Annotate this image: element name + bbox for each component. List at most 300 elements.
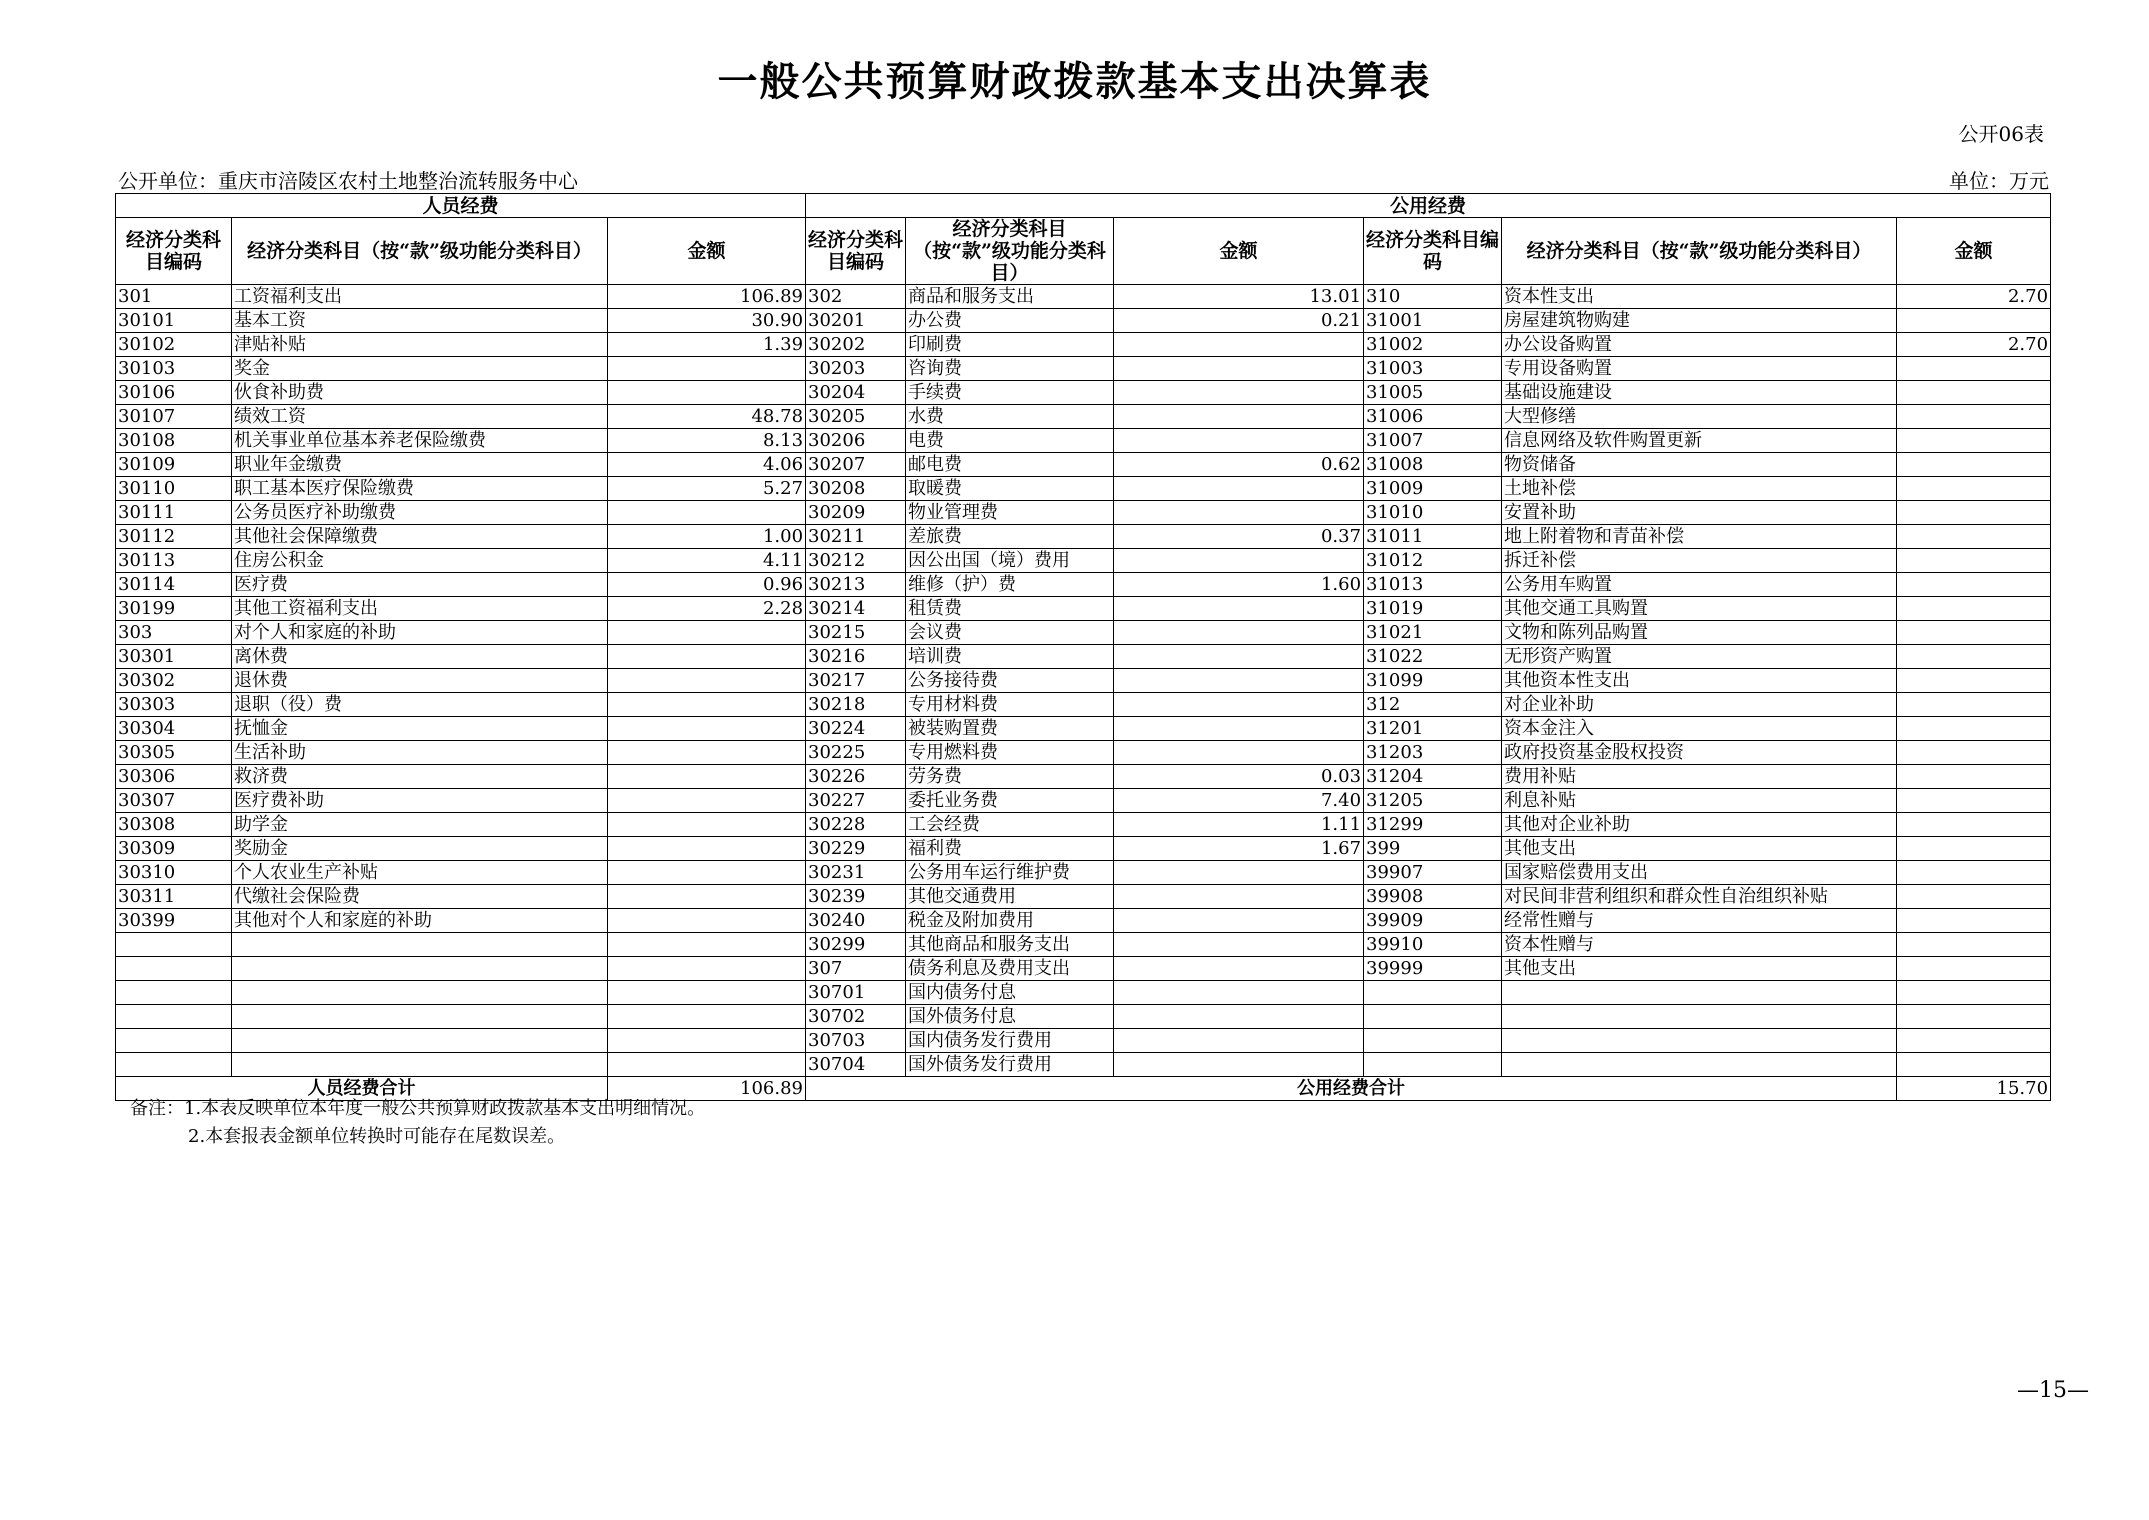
- public-item-cell: 其他商品和服务支出: [906, 933, 1114, 957]
- capital-item-cell: [1502, 981, 1897, 1005]
- public-code-cell: 30218: [806, 693, 906, 717]
- personnel-amount-cell: [608, 981, 806, 1005]
- table-row: [116, 285, 2051, 309]
- capital-item-cell: 对民间非营利组织和群众性自治组织补贴: [1502, 885, 1897, 909]
- table-row: [116, 957, 2051, 981]
- personnel-item-cell: 救济费: [232, 765, 608, 789]
- personnel-item-cell: 抚恤金: [232, 717, 608, 741]
- col-header-item: 经济分类科目（按“款”级功能分类科目）: [906, 218, 1114, 285]
- public-code-cell: 30239: [806, 885, 906, 909]
- capital-amount-cell: 2.70: [1897, 285, 2051, 309]
- note-1: 备注：1.本表反映单位本年度一般公共预算财政拨款基本支出明细情况。: [130, 1098, 706, 1119]
- capital-amount-cell: [1897, 309, 2051, 333]
- public-item-cell: 专用燃料费: [906, 741, 1114, 765]
- table-body: [116, 285, 2051, 1077]
- personnel-item-cell: 退休费: [232, 669, 608, 693]
- public-item-cell: 福利费: [906, 837, 1114, 861]
- capital-code-cell: 310: [1364, 285, 1502, 309]
- capital-amount-cell: [1897, 669, 2051, 693]
- public-item-cell: 国外债务付息: [906, 1005, 1114, 1029]
- capital-code-cell: 31013: [1364, 573, 1502, 597]
- personnel-item-cell: 基本工资: [232, 309, 608, 333]
- personnel-amount-cell: [608, 933, 806, 957]
- personnel-item-cell: 退职（役）费: [232, 693, 608, 717]
- capital-amount-cell: [1897, 357, 2051, 381]
- public-code-cell: 30240: [806, 909, 906, 933]
- personnel-item-cell: 代缴社会保险费: [232, 885, 608, 909]
- capital-item-cell: 资本性支出: [1502, 285, 1897, 309]
- personnel-item-cell: 医疗费补助: [232, 789, 608, 813]
- personnel-amount-cell: [608, 765, 806, 789]
- personnel-amount-cell: [608, 741, 806, 765]
- public-item-cell: 办公费: [906, 309, 1114, 333]
- capital-item-cell: 其他交通工具购置: [1502, 597, 1897, 621]
- personnel-item-cell: 机关事业单位基本养老保险缴费: [232, 429, 608, 453]
- expenditure-table: [115, 193, 2051, 1101]
- public-item-cell: 专用材料费: [906, 693, 1114, 717]
- table-row: [116, 429, 2051, 453]
- public-amount-cell: [1114, 357, 1364, 381]
- personnel-amount-cell: [608, 669, 806, 693]
- capital-code-cell: [1364, 1053, 1502, 1077]
- public-code-cell: 30204: [806, 381, 906, 405]
- table-row: [116, 381, 2051, 405]
- capital-code-cell: 31005: [1364, 381, 1502, 405]
- col-header-item: 经济分类科目（按“款”级功能分类科目）: [1502, 218, 1897, 285]
- personnel-code-cell: 30307: [116, 789, 232, 813]
- personnel-code-cell: 30310: [116, 861, 232, 885]
- personnel-amount-cell: 1.39: [608, 333, 806, 357]
- table-row: [116, 693, 2051, 717]
- table-row: [116, 789, 2051, 813]
- personnel-amount-cell: 1.00: [608, 525, 806, 549]
- capital-code-cell: 31205: [1364, 789, 1502, 813]
- capital-code-cell: [1364, 1005, 1502, 1029]
- personnel-amount-cell: [608, 789, 806, 813]
- form-number: 公开06表: [1958, 122, 2044, 146]
- public-code-cell: 30228: [806, 813, 906, 837]
- personnel-amount-cell: 30.90: [608, 309, 806, 333]
- personnel-code-cell: 30399: [116, 909, 232, 933]
- capital-item-cell: 无形资产购置: [1502, 645, 1897, 669]
- capital-amount-cell: [1897, 381, 2051, 405]
- reporting-unit: 公开单位：重庆市涪陵区农村土地整治流转服务中心: [118, 169, 578, 193]
- capital-amount-cell: [1897, 429, 2051, 453]
- personnel-code-cell: 301: [116, 285, 232, 309]
- personnel-item-cell: 绩效工资: [232, 405, 608, 429]
- public-code-cell: 30225: [806, 741, 906, 765]
- capital-item-cell: 其他支出: [1502, 957, 1897, 981]
- public-item-cell: 邮电费: [906, 453, 1114, 477]
- capital-item-cell: 资本金注入: [1502, 717, 1897, 741]
- capital-code-cell: 39909: [1364, 909, 1502, 933]
- personnel-code-cell: [116, 981, 232, 1005]
- personnel-code-cell: 30309: [116, 837, 232, 861]
- group-header-public: 公用经费: [806, 194, 2051, 218]
- col-header-code: 经济分类科目编码: [116, 218, 232, 285]
- personnel-item-cell: 生活补助: [232, 741, 608, 765]
- capital-item-cell: 其他资本性支出: [1502, 669, 1897, 693]
- public-amount-cell: 0.21: [1114, 309, 1364, 333]
- personnel-item-cell: 住房公积金: [232, 549, 608, 573]
- personnel-item-cell: 助学金: [232, 813, 608, 837]
- personnel-amount-cell: [608, 645, 806, 669]
- table-row: [116, 837, 2051, 861]
- capital-item-cell: 国家赔偿费用支出: [1502, 861, 1897, 885]
- personnel-code-cell: 30103: [116, 357, 232, 381]
- personnel-code-cell: [116, 957, 232, 981]
- capital-item-cell: 对企业补助: [1502, 693, 1897, 717]
- personnel-code-cell: 30306: [116, 765, 232, 789]
- capital-item-cell: 文物和陈列品购置: [1502, 621, 1897, 645]
- public-code-cell: 30704: [806, 1053, 906, 1077]
- capital-amount-cell: [1897, 789, 2051, 813]
- capital-amount-cell: [1897, 453, 2051, 477]
- capital-code-cell: 31021: [1364, 621, 1502, 645]
- public-amount-cell: [1114, 549, 1364, 573]
- personnel-item-cell: [232, 933, 608, 957]
- personnel-item-cell: 奖金: [232, 357, 608, 381]
- personnel-item-cell: 职工基本医疗保险缴费: [232, 477, 608, 501]
- public-code-cell: 30211: [806, 525, 906, 549]
- personnel-code-cell: 30303: [116, 693, 232, 717]
- personnel-code-cell: 30304: [116, 717, 232, 741]
- personnel-code-cell: [116, 933, 232, 957]
- public-amount-cell: [1114, 909, 1364, 933]
- capital-item-cell: 专用设备购置: [1502, 357, 1897, 381]
- group-header-personnel: 人员经费: [116, 194, 806, 218]
- personnel-code-cell: 303: [116, 621, 232, 645]
- capital-item-cell: 经常性赠与: [1502, 909, 1897, 933]
- capital-code-cell: 31010: [1364, 501, 1502, 525]
- personnel-code-cell: 30101: [116, 309, 232, 333]
- personnel-code-cell: 30114: [116, 573, 232, 597]
- capital-code-cell: 31009: [1364, 477, 1502, 501]
- capital-code-cell: 31203: [1364, 741, 1502, 765]
- public-item-cell: 差旅费: [906, 525, 1114, 549]
- capital-code-cell: 31019: [1364, 597, 1502, 621]
- personnel-item-cell: 工资福利支出: [232, 285, 608, 309]
- public-amount-cell: [1114, 429, 1364, 453]
- personnel-total-label: 人员经费合计: [116, 1077, 608, 1101]
- capital-amount-cell: [1897, 933, 2051, 957]
- public-amount-cell: [1114, 741, 1364, 765]
- table-row: [116, 405, 2051, 429]
- capital-amount-cell: [1897, 717, 2051, 741]
- capital-item-cell: [1502, 1005, 1897, 1029]
- capital-code-cell: 31099: [1364, 669, 1502, 693]
- public-code-cell: 30227: [806, 789, 906, 813]
- public-code-cell: 30214: [806, 597, 906, 621]
- personnel-amount-cell: [608, 909, 806, 933]
- personnel-amount-cell: [608, 501, 806, 525]
- public-code-cell: 30208: [806, 477, 906, 501]
- table-row: [116, 885, 2051, 909]
- public-item-cell: 工会经费: [906, 813, 1114, 837]
- public-item-cell: 因公出国（境）费用: [906, 549, 1114, 573]
- public-code-cell: 30216: [806, 645, 906, 669]
- capital-item-cell: 政府投资基金股权投资: [1502, 741, 1897, 765]
- personnel-amount-cell: 4.06: [608, 453, 806, 477]
- public-code-cell: 30224: [806, 717, 906, 741]
- capital-amount-cell: [1897, 981, 2051, 1005]
- public-amount-cell: [1114, 501, 1364, 525]
- capital-item-cell: 物资储备: [1502, 453, 1897, 477]
- personnel-code-cell: 30109: [116, 453, 232, 477]
- public-amount-cell: [1114, 861, 1364, 885]
- capital-amount-cell: [1897, 909, 2051, 933]
- capital-item-cell: [1502, 1029, 1897, 1053]
- personnel-item-cell: 职业年金缴费: [232, 453, 608, 477]
- personnel-code-cell: [116, 1053, 232, 1077]
- public-amount-cell: 1.67: [1114, 837, 1364, 861]
- personnel-total-value: 106.89: [608, 1077, 806, 1101]
- public-code-cell: 30205: [806, 405, 906, 429]
- capital-item-cell: 房屋建筑物购建: [1502, 309, 1897, 333]
- personnel-amount-cell: [608, 837, 806, 861]
- capital-item-cell: 地上附着物和青苗补偿: [1502, 525, 1897, 549]
- capital-code-cell: 39908: [1364, 885, 1502, 909]
- capital-code-cell: 31008: [1364, 453, 1502, 477]
- table-row: [116, 309, 2051, 333]
- public-amount-cell: [1114, 597, 1364, 621]
- capital-amount-cell: [1897, 597, 2051, 621]
- col-header-code: 经济分类科目编码: [1364, 218, 1502, 285]
- public-code-cell: 30201: [806, 309, 906, 333]
- capital-amount-cell: [1897, 861, 2051, 885]
- capital-item-cell: 拆迁补偿: [1502, 549, 1897, 573]
- personnel-amount-cell: [608, 1029, 806, 1053]
- capital-item-cell: 费用补贴: [1502, 765, 1897, 789]
- capital-code-cell: 31007: [1364, 429, 1502, 453]
- public-item-cell: 手续费: [906, 381, 1114, 405]
- public-code-cell: 30217: [806, 669, 906, 693]
- public-amount-cell: [1114, 1029, 1364, 1053]
- personnel-code-cell: 30199: [116, 597, 232, 621]
- public-item-cell: 劳务费: [906, 765, 1114, 789]
- personnel-code-cell: 30102: [116, 333, 232, 357]
- public-code-cell: 302: [806, 285, 906, 309]
- personnel-item-cell: 公务员医疗补助缴费: [232, 501, 608, 525]
- personnel-code-cell: 30113: [116, 549, 232, 573]
- public-amount-cell: 7.40: [1114, 789, 1364, 813]
- personnel-code-cell: 30107: [116, 405, 232, 429]
- table-row: [116, 597, 2051, 621]
- table-row: [116, 981, 2051, 1005]
- capital-item-cell: 其他对企业补助: [1502, 813, 1897, 837]
- notes: [130, 1095, 705, 1151]
- public-item-cell: 租赁费: [906, 597, 1114, 621]
- public-item-cell: 委托业务费: [906, 789, 1114, 813]
- capital-code-cell: 31012: [1364, 549, 1502, 573]
- capital-code-cell: 31001: [1364, 309, 1502, 333]
- col-header-code: 经济分类科目编码: [806, 218, 906, 285]
- personnel-item-cell: 离休费: [232, 645, 608, 669]
- capital-amount-cell: [1897, 1053, 2051, 1077]
- public-item-cell: 维修（护）费: [906, 573, 1114, 597]
- capital-amount-cell: [1897, 621, 2051, 645]
- table-row: [116, 477, 2051, 501]
- personnel-item-cell: [232, 957, 608, 981]
- table-row: [116, 765, 2051, 789]
- capital-amount-cell: [1897, 813, 2051, 837]
- capital-item-cell: 信息网络及软件购置更新: [1502, 429, 1897, 453]
- public-code-cell: 30206: [806, 429, 906, 453]
- table-row: [116, 525, 2051, 549]
- capital-code-cell: 31006: [1364, 405, 1502, 429]
- table-row: [116, 1029, 2051, 1053]
- personnel-amount-cell: 8.13: [608, 429, 806, 453]
- public-item-cell: 其他交通费用: [906, 885, 1114, 909]
- capital-code-cell: [1364, 1029, 1502, 1053]
- public-amount-cell: [1114, 981, 1364, 1005]
- personnel-amount-cell: [608, 1053, 806, 1077]
- table-row: [116, 741, 2051, 765]
- capital-amount-cell: [1897, 885, 2051, 909]
- public-item-cell: 公务接待费: [906, 669, 1114, 693]
- table-row: [116, 333, 2051, 357]
- public-item-cell: 债务利息及费用支出: [906, 957, 1114, 981]
- personnel-amount-cell: 48.78: [608, 405, 806, 429]
- personnel-code-cell: 30302: [116, 669, 232, 693]
- personnel-item-cell: 医疗费: [232, 573, 608, 597]
- page-number: —15—: [2017, 1378, 2089, 1403]
- public-item-cell: 印刷费: [906, 333, 1114, 357]
- capital-item-cell: 公务用车购置: [1502, 573, 1897, 597]
- public-item-cell: 商品和服务支出: [906, 285, 1114, 309]
- capital-amount-cell: [1897, 1029, 2051, 1053]
- capital-amount-cell: [1897, 765, 2051, 789]
- public-code-cell: 307: [806, 957, 906, 981]
- public-item-cell: 电费: [906, 429, 1114, 453]
- capital-amount-cell: [1897, 477, 2051, 501]
- personnel-amount-cell: 2.28: [608, 597, 806, 621]
- capital-code-cell: 39910: [1364, 933, 1502, 957]
- capital-amount-cell: [1897, 405, 2051, 429]
- public-item-cell: 国外债务发行费用: [906, 1053, 1114, 1077]
- personnel-item-cell: 其他工资福利支出: [232, 597, 608, 621]
- personnel-item-cell: 其他对个人和家庭的补助: [232, 909, 608, 933]
- personnel-item-cell: [232, 981, 608, 1005]
- public-amount-cell: [1114, 933, 1364, 957]
- public-item-cell: 国内债务发行费用: [906, 1029, 1114, 1053]
- capital-code-cell: 31201: [1364, 717, 1502, 741]
- public-code-cell: 30299: [806, 933, 906, 957]
- capital-amount-cell: [1897, 693, 2051, 717]
- personnel-item-cell: [232, 1005, 608, 1029]
- personnel-amount-cell: [608, 957, 806, 981]
- capital-code-cell: 31002: [1364, 333, 1502, 357]
- personnel-code-cell: 30112: [116, 525, 232, 549]
- capital-amount-cell: [1897, 573, 2051, 597]
- page-title: 一般公共预算财政拨款基本支出决算表: [717, 58, 1432, 105]
- table-row: [116, 501, 2051, 525]
- table-row: [116, 357, 2051, 381]
- capital-code-cell: 312: [1364, 693, 1502, 717]
- personnel-item-cell: 对个人和家庭的补助: [232, 621, 608, 645]
- public-code-cell: 30212: [806, 549, 906, 573]
- public-code-cell: 30215: [806, 621, 906, 645]
- public-code-cell: 30213: [806, 573, 906, 597]
- public-item-cell: 取暖费: [906, 477, 1114, 501]
- public-amount-cell: 1.60: [1114, 573, 1364, 597]
- public-item-cell: 国内债务付息: [906, 981, 1114, 1005]
- public-item-cell: 会议费: [906, 621, 1114, 645]
- public-code-cell: 30209: [806, 501, 906, 525]
- public-code-cell: 30702: [806, 1005, 906, 1029]
- personnel-code-cell: 30311: [116, 885, 232, 909]
- capital-code-cell: 39999: [1364, 957, 1502, 981]
- capital-item-cell: 利息补贴: [1502, 789, 1897, 813]
- public-item-cell: 税金及附加费用: [906, 909, 1114, 933]
- personnel-amount-cell: [608, 813, 806, 837]
- capital-item-cell: 其他支出: [1502, 837, 1897, 861]
- public-code-cell: 30229: [806, 837, 906, 861]
- personnel-code-cell: 30106: [116, 381, 232, 405]
- personnel-item-cell: [232, 1029, 608, 1053]
- capital-item-cell: 大型修缮: [1502, 405, 1897, 429]
- public-amount-cell: [1114, 405, 1364, 429]
- personnel-amount-cell: 106.89: [608, 285, 806, 309]
- table-row: [116, 621, 2051, 645]
- public-amount-cell: [1114, 717, 1364, 741]
- capital-amount-cell: [1897, 645, 2051, 669]
- public-item-cell: 物业管理费: [906, 501, 1114, 525]
- table-row: [116, 909, 2051, 933]
- public-code-cell: 30203: [806, 357, 906, 381]
- public-amount-cell: [1114, 381, 1364, 405]
- table-row: [116, 861, 2051, 885]
- public-item-cell: 被装购置费: [906, 717, 1114, 741]
- capital-code-cell: 31299: [1364, 813, 1502, 837]
- personnel-item-cell: 个人农业生产补贴: [232, 861, 608, 885]
- col-header-amount: 金额: [1114, 218, 1364, 285]
- personnel-item-cell: 奖励金: [232, 837, 608, 861]
- col-header-item: 经济分类科目（按“款”级功能分类科目）: [232, 218, 608, 285]
- capital-item-cell: 办公设备购置: [1502, 333, 1897, 357]
- personnel-amount-cell: 0.96: [608, 573, 806, 597]
- public-amount-cell: [1114, 669, 1364, 693]
- capital-code-cell: 31204: [1364, 765, 1502, 789]
- public-amount-cell: [1114, 621, 1364, 645]
- capital-amount-cell: [1897, 741, 2051, 765]
- table-row: [116, 717, 2051, 741]
- personnel-code-cell: 30111: [116, 501, 232, 525]
- personnel-code-cell: 30305: [116, 741, 232, 765]
- table-row: [116, 453, 2051, 477]
- personnel-item-cell: [232, 1053, 608, 1077]
- personnel-amount-cell: [608, 717, 806, 741]
- personnel-amount-cell: [608, 861, 806, 885]
- personnel-amount-cell: [608, 357, 806, 381]
- public-item-cell: 水费: [906, 405, 1114, 429]
- public-item-cell: 培训费: [906, 645, 1114, 669]
- public-code-cell: 30226: [806, 765, 906, 789]
- public-amount-cell: [1114, 693, 1364, 717]
- capital-amount-cell: [1897, 525, 2051, 549]
- col-header-amount: 金额: [1897, 218, 2051, 285]
- public-code-cell: 30231: [806, 861, 906, 885]
- capital-item-cell: [1502, 1053, 1897, 1077]
- table-row: [116, 1005, 2051, 1029]
- personnel-amount-cell: [608, 1005, 806, 1029]
- personnel-code-cell: [116, 1005, 232, 1029]
- capital-code-cell: 31003: [1364, 357, 1502, 381]
- personnel-code-cell: 30308: [116, 813, 232, 837]
- personnel-amount-cell: 4.11: [608, 549, 806, 573]
- capital-code-cell: 399: [1364, 837, 1502, 861]
- personnel-code-cell: [116, 1029, 232, 1053]
